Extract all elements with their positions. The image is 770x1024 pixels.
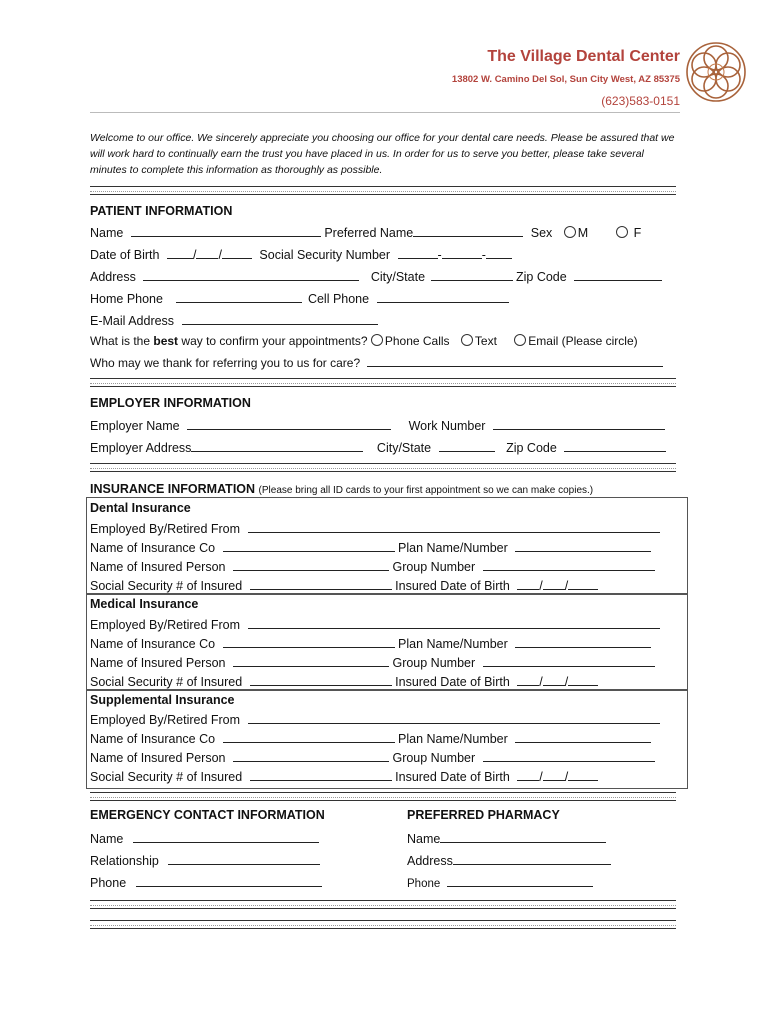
supplemental-insurance-heading: Supplemental Insurance <box>90 693 235 707</box>
employer-name-field[interactable] <box>187 417 391 430</box>
supp-group-field[interactable] <box>483 749 655 762</box>
supp-dob-month-field[interactable] <box>517 768 539 781</box>
medical-insco-label: Name of Insurance Co <box>90 637 216 651</box>
medical-plan-field[interactable] <box>515 635 651 648</box>
employer-name-label: Employer Name <box>90 419 180 433</box>
dental-ssn-row: Social Security # of Insured Insured Date of Birth / / <box>90 577 598 594</box>
employer-address-row <box>90 439 666 456</box>
relationship-field[interactable] <box>168 852 320 865</box>
supp-plan-label: Plan Name/Number <box>398 732 508 746</box>
employer-zip-label: Zip Code <box>506 441 557 455</box>
dental-insco-label: Name of Insurance Co <box>90 541 216 555</box>
supp-ssn-row: Social Security # of Insured Insured Date of Birth / / <box>90 768 598 785</box>
emergency-relationship-row <box>90 852 320 869</box>
dental-insured-label: Name of Insured Person <box>90 560 226 574</box>
dob-month-field[interactable] <box>167 246 193 259</box>
ssn-part1-field[interactable] <box>398 246 438 259</box>
practice-address: 13802 W. Camino Del Sol, Sun City West, AZ 85375 <box>451 74 680 85</box>
medical-employed-field[interactable] <box>248 616 660 629</box>
emergency-contact-heading: EMERGENCY CONTACT INFORMATION <box>90 808 325 822</box>
section-separator <box>90 920 676 930</box>
dental-plan-field[interactable] <box>515 539 651 552</box>
medical-insco-field[interactable] <box>223 635 395 648</box>
employer-address-label: Employer Address <box>90 441 192 455</box>
dob-label: Date of Birth <box>90 248 160 262</box>
medical-ssn-field[interactable] <box>250 673 392 686</box>
dental-plan-label: Plan Name/Number <box>398 541 508 555</box>
supp-employed-label: Employed By/Retired From <box>90 713 241 727</box>
referral-row <box>90 354 663 371</box>
medical-dob-day-field[interactable] <box>543 673 565 686</box>
medical-dob-year-field[interactable] <box>568 673 598 686</box>
ssn-part3-field[interactable] <box>486 246 512 259</box>
dental-dob-year-field[interactable] <box>568 577 598 590</box>
dental-insco-row <box>90 539 651 556</box>
confirm-question-end: way to confirm your appointments? <box>181 334 368 348</box>
supp-group-label: Group Number <box>392 751 476 765</box>
pharmacy-name-row <box>407 830 606 847</box>
medical-ssn-row: Social Security # of Insured Insured Date of Birth / / <box>90 673 598 690</box>
medical-insured-label: Name of Insured Person <box>90 656 226 670</box>
email-option-label: Email (Please circle) <box>528 334 638 348</box>
medical-group-label: Group Number <box>392 656 476 670</box>
medical-plan-label: Plan Name/Number <box>398 637 508 651</box>
patient-info-heading: PATIENT INFORMATION <box>90 204 233 218</box>
supp-insco-field[interactable] <box>223 730 395 743</box>
dental-dob-month-field[interactable] <box>517 577 539 590</box>
phone-calls-radio[interactable] <box>371 334 383 346</box>
address-row <box>90 268 662 285</box>
supp-ssn-label: Social Security # of Insured <box>90 770 243 784</box>
medical-insurance-heading: Medical Insurance <box>90 597 199 611</box>
referral-field[interactable] <box>367 354 663 367</box>
medical-employed-label: Employed By/Retired From <box>90 618 241 632</box>
address-field[interactable] <box>143 268 359 281</box>
preferred-name-label: Preferred Name <box>324 226 414 240</box>
supp-plan-field[interactable] <box>515 730 651 743</box>
section-separator <box>90 900 676 910</box>
employer-city-state-label: City/State <box>376 441 432 455</box>
pharmacy-address-label: Address <box>407 854 453 868</box>
employer-address-field[interactable] <box>191 439 363 452</box>
pharmacy-phone-label: Phone <box>407 878 441 890</box>
dental-employed-row <box>90 520 660 537</box>
dental-ssn-field[interactable] <box>250 577 392 590</box>
home-phone-label: Home Phone <box>90 292 163 306</box>
supp-employed-row <box>90 711 660 728</box>
confirm-method-row <box>90 333 638 349</box>
supp-insured-field[interactable] <box>233 749 389 762</box>
dental-ssn-label: Social Security # of Insured <box>90 579 243 593</box>
employer-city-state-field[interactable] <box>439 439 495 452</box>
supp-insured-row <box>90 749 655 766</box>
pharmacy-name-label: Name <box>407 832 441 846</box>
confirm-question-start: What is the <box>90 334 151 348</box>
email-field[interactable] <box>182 312 378 325</box>
sex-label: Sex <box>530 226 553 240</box>
header-divider <box>90 112 680 113</box>
name-field[interactable] <box>131 224 321 237</box>
phone-row <box>90 290 509 307</box>
pharmacy-address-field[interactable] <box>453 852 611 865</box>
relationship-label: Relationship <box>90 854 159 868</box>
section-separator <box>90 186 676 196</box>
email-label: E-Mail Address <box>90 314 175 328</box>
supp-insured-dob-label: Insured Date of Birth <box>395 770 510 784</box>
home-phone-field[interactable] <box>176 290 302 303</box>
medical-group-field[interactable] <box>483 654 655 667</box>
ssn-label: Social Security Number <box>259 248 391 262</box>
practice-header <box>452 46 680 110</box>
city-state-field[interactable] <box>431 268 513 281</box>
email-row <box>90 312 378 329</box>
medical-insured-field[interactable] <box>233 654 389 667</box>
emergency-phone-field[interactable] <box>136 874 322 887</box>
section-separator <box>90 378 676 388</box>
dental-insco-field[interactable] <box>223 539 395 552</box>
address-label: Address <box>90 270 136 284</box>
pharmacy-phone-row <box>407 874 593 892</box>
emergency-phone-row <box>90 874 322 891</box>
medical-insured-dob-label: Insured Date of Birth <box>395 675 510 689</box>
sex-m-label: M <box>577 226 589 240</box>
dental-insurance-heading: Dental Insurance <box>90 501 191 515</box>
employer-info-heading: EMPLOYER INFORMATION <box>90 396 251 410</box>
medical-insco-row <box>90 635 651 652</box>
sex-m-radio[interactable] <box>564 226 576 238</box>
dental-group-label: Group Number <box>392 560 476 574</box>
medical-insured-row <box>90 654 655 671</box>
dob-day-field[interactable] <box>196 246 218 259</box>
email-radio[interactable] <box>514 334 526 346</box>
employer-zip-field[interactable] <box>564 439 666 452</box>
medical-employed-row <box>90 616 660 633</box>
dob-ssn-row: Date of Birth / / Social Security Number - - <box>90 246 512 263</box>
referral-label: Who may we thank for referring you to us for care? <box>90 356 361 370</box>
text-label: Text <box>474 334 497 348</box>
welcome-message: Welcome to our office. We sincerely appreciate you choosing our office for your dental care needs. Please be assured that we will work hard to continually earn the trust you have placed in us. In order for us to serve you better, please take several minutes to complete this information as thoroughly as possible. <box>90 132 675 176</box>
ssn-part2-field[interactable] <box>442 246 482 259</box>
dob-year-field[interactable] <box>222 246 252 259</box>
sex-f-radio[interactable] <box>616 226 628 238</box>
dental-employed-label: Employed By/Retired From <box>90 522 241 536</box>
pharmacy-heading: PREFERRED PHARMACY <box>407 808 560 822</box>
pharmacy-address-row <box>407 852 611 869</box>
section-separator <box>90 792 676 802</box>
name-label: Name <box>90 226 124 240</box>
cell-phone-label: Cell Phone <box>307 292 370 306</box>
phone-calls-label: Phone Calls <box>384 334 450 348</box>
city-state-label: City/State <box>370 270 426 284</box>
pharmacy-name-field[interactable] <box>440 830 606 843</box>
practice-name: The Village Dental Center <box>487 48 680 65</box>
insurance-note: (Please bring all ID cards to your first appointment so we can make copies.) <box>258 485 594 496</box>
section-separator <box>90 463 676 473</box>
supp-dob-day-field[interactable] <box>543 768 565 781</box>
patient-name-row <box>90 224 641 241</box>
practice-phone: (623)583-0151 <box>601 94 680 108</box>
dental-insured-row <box>90 558 655 575</box>
emergency-name-field[interactable] <box>133 830 319 843</box>
supp-dob-year-field[interactable] <box>568 768 598 781</box>
emergency-name-label: Name <box>90 832 124 846</box>
confirm-question-best: best <box>153 334 179 348</box>
supp-employed-field[interactable] <box>248 711 660 724</box>
work-number-field[interactable] <box>493 417 665 430</box>
employer-name-row <box>90 417 665 434</box>
work-number-label: Work Number <box>408 419 486 433</box>
pharmacy-phone-field[interactable] <box>447 874 593 887</box>
emergency-name-row <box>90 830 319 847</box>
supp-insured-label: Name of Insured Person <box>90 751 226 765</box>
emergency-phone-label: Phone <box>90 876 127 890</box>
supp-ssn-field[interactable] <box>250 768 392 781</box>
medical-ssn-label: Social Security # of Insured <box>90 675 243 689</box>
dental-insured-dob-label: Insured Date of Birth <box>395 579 510 593</box>
dental-employed-field[interactable] <box>248 520 660 533</box>
sex-f-label: F <box>633 226 642 240</box>
supp-insco-label: Name of Insurance Co <box>90 732 216 746</box>
medical-dob-month-field[interactable] <box>517 673 539 686</box>
flower-logo-icon <box>684 40 748 104</box>
dental-insured-field[interactable] <box>233 558 389 571</box>
dental-group-field[interactable] <box>483 558 655 571</box>
cell-phone-field[interactable] <box>377 290 509 303</box>
dental-dob-day-field[interactable] <box>543 577 565 590</box>
supp-insco-row <box>90 730 651 747</box>
text-radio[interactable] <box>461 334 473 346</box>
zip-field[interactable] <box>574 268 662 281</box>
insurance-heading-text: INSURANCE INFORMATION <box>90 482 256 496</box>
preferred-name-field[interactable] <box>413 224 523 237</box>
zip-label: Zip Code <box>515 270 567 284</box>
